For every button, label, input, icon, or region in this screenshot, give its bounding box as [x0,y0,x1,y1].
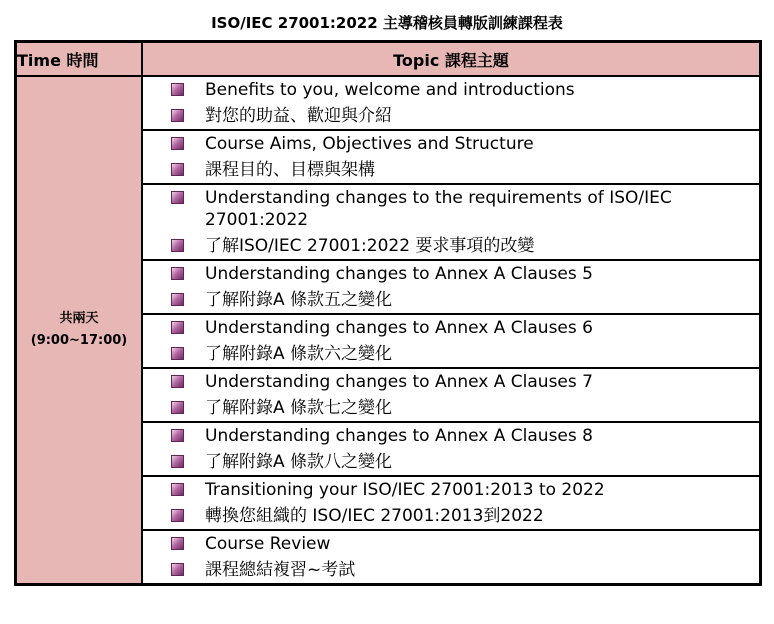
course-schedule-table [14,40,762,586]
topic-cell [142,422,761,476]
pink-square-bullet-icon [171,455,184,468]
pink-square-bullet-icon [171,137,184,150]
pink-square-bullet-icon [171,239,184,252]
topic-english: Transitioning your ISO/IEC 27001:2013 to 2022 [143,477,759,503]
pink-square-bullet-icon [171,109,184,122]
pink-square-bullet-icon [171,347,184,360]
pink-square-bullet-icon [171,483,184,496]
pink-square-bullet-icon [171,429,184,442]
topic-cell [142,368,761,422]
topic-cell [142,130,761,184]
time-cell [16,76,143,585]
hours-label: (9:00~17:00) [30,333,128,348]
topic-cell [142,476,761,530]
table-row [16,76,761,130]
pink-square-bullet-icon [171,83,184,96]
pink-square-bullet-icon [171,509,184,522]
topic-english: Understanding changes to Annex A Clauses 8 [143,423,759,449]
topic-chinese: 了解附錄A 條款六之變化 [143,341,759,367]
table-header-row [16,42,761,77]
pink-square-bullet-icon [171,563,184,576]
pink-square-bullet-icon [171,163,184,176]
duration-label: 共兩天 [59,311,99,326]
topic-cell [142,260,761,314]
topic-english: Benefits to you, welcome and introductions [143,77,759,103]
topic-english: Understanding changes to the requirements of ISO/IEC 27001:2022 [143,185,759,233]
topic-chinese: 了解ISO/IEC 27001:2022 要求事項的改變 [143,233,759,259]
time-column-header: Time 時間 [16,42,143,77]
topic-chinese: 課程目的、目標與架構 [143,157,759,183]
pink-square-bullet-icon [171,321,184,334]
topic-english: Course Aims, Objectives and Structure [143,131,759,157]
topic-english: Understanding changes to Annex A Clauses 6 [143,315,759,341]
pink-square-bullet-icon [171,537,184,550]
topic-column-header: Topic 課程主題 [142,42,761,77]
topic-english: Course Review [143,531,759,557]
topic-cell [142,76,761,130]
pink-square-bullet-icon [171,375,184,388]
topic-cell [142,314,761,368]
topic-chinese: 轉換您組織的 ISO/IEC 27001:2013到2022 [143,503,759,529]
topic-chinese: 了解附錄A 條款七之變化 [143,395,759,421]
pink-square-bullet-icon [171,293,184,306]
topic-chinese: 課程總結複習~考試 [143,557,759,583]
topic-chinese: 了解附錄A 條款五之變化 [143,287,759,313]
pink-square-bullet-icon [171,191,184,204]
topic-english: Understanding changes to Annex A Clauses 7 [143,369,759,395]
pink-square-bullet-icon [171,267,184,280]
topic-cell [142,184,761,260]
topic-chinese: 對您的助益、歡迎與介紹 [143,103,759,129]
topic-chinese: 了解附錄A 條款八之變化 [143,449,759,475]
topic-english: Understanding changes to Annex A Clauses 5 [143,261,759,287]
page-title: ISO/IEC 27001:2022 主導稽核員轉版訓練課程表 [211,14,563,32]
pink-square-bullet-icon [171,401,184,414]
topic-cell [142,530,761,585]
